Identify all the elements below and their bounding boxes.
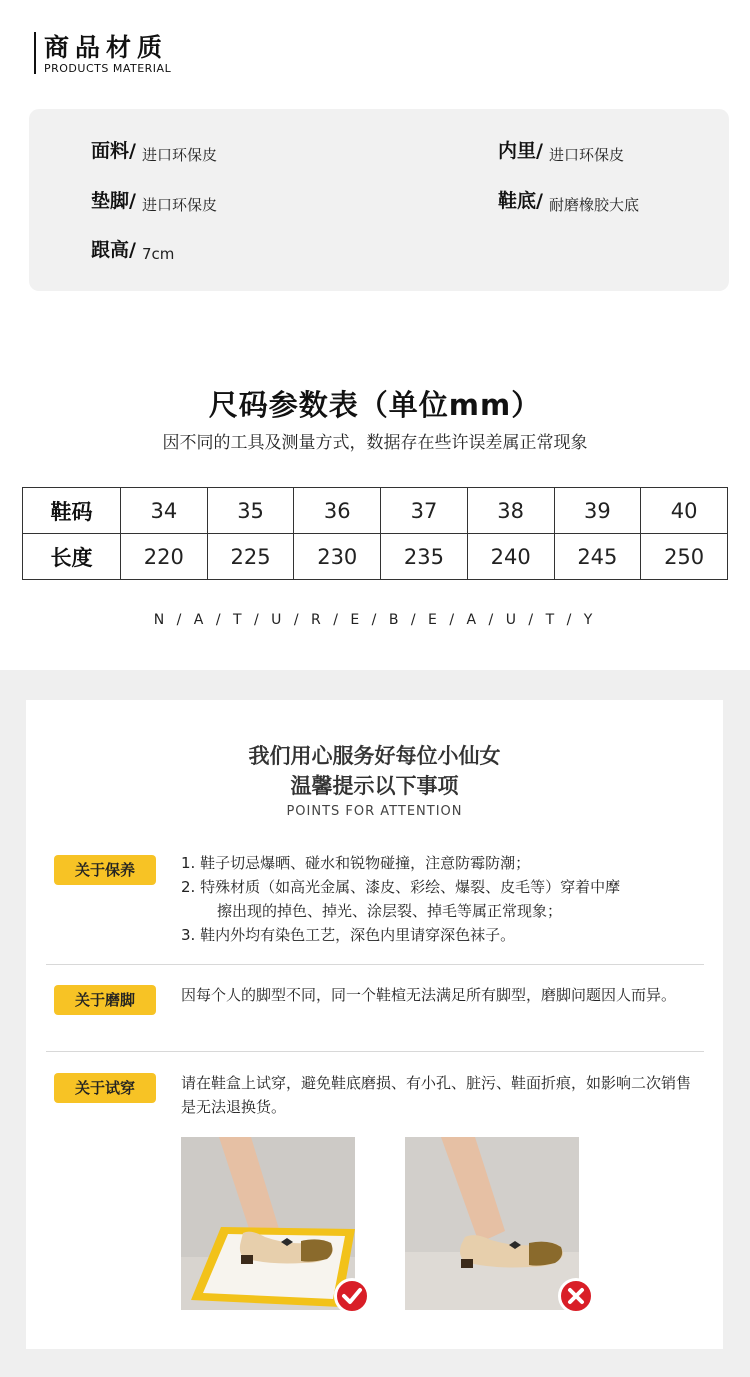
material-value: 进口环保皮 xyxy=(548,146,624,164)
material-item-insole xyxy=(91,186,217,213)
section-divider xyxy=(46,964,704,965)
try-on-floor-photo xyxy=(405,1137,579,1310)
header-accent-bar xyxy=(34,32,36,74)
row-header: 鞋码 xyxy=(23,488,121,534)
attention-title-line: 我们用心服务好每位小仙女 xyxy=(248,744,501,768)
size-table-note: 因不同的工具及测量方式，数据存在些许误差属正常现象 xyxy=(162,433,588,453)
care-line: 2. 特殊材质（如高光金属、漆皮、彩绘、爆裂、皮毛等）穿着中摩 xyxy=(181,878,621,896)
rubbing-paragraph: 因每个人的脚型不同，同一个鞋楦无法满足所有脚型，磨脚问题因人而异。 xyxy=(181,986,677,1004)
tryon-badge: 关于试穿 xyxy=(54,1073,156,1103)
table-row xyxy=(23,488,728,534)
care-line: 擦出现的掉色、掉光、涂层裂、掉毛等属正常现象； xyxy=(217,902,563,920)
check-glyph xyxy=(337,1281,367,1311)
material-title: 商品材质 xyxy=(44,33,169,62)
table-cell: 39 xyxy=(554,488,641,534)
material-value: 耐磨橡胶大底 xyxy=(548,196,639,214)
table-cell: 240 xyxy=(467,534,554,580)
table-cell: 40 xyxy=(641,488,728,534)
material-key: 面料/ xyxy=(91,140,136,162)
material-value: 7cm xyxy=(141,245,175,263)
rubbing-text xyxy=(181,983,701,1007)
cross-glyph xyxy=(561,1281,591,1311)
material-key: 跟高/ xyxy=(91,239,136,261)
tryon-text xyxy=(181,1071,701,1119)
material-item-fabric xyxy=(91,136,217,163)
table-cell: 225 xyxy=(207,534,294,580)
attention-title xyxy=(26,741,723,801)
table-cell: 36 xyxy=(294,488,381,534)
brand-slogan: N / A / T / U / R / E / B / E / A / U / T / Y xyxy=(153,612,597,628)
table-cell: 245 xyxy=(554,534,641,580)
table-cell: 230 xyxy=(294,534,381,580)
shoe-on-floor-image xyxy=(405,1137,579,1310)
attention-subtitle: POINTS FOR ATTENTION xyxy=(286,804,463,819)
care-line: 1. 鞋子切忌爆晒、碰水和锐物碰撞，注意防霉防潮； xyxy=(181,854,531,872)
correct-check-icon xyxy=(334,1278,370,1314)
material-value: 进口环保皮 xyxy=(141,146,217,164)
material-value: 进口环保皮 xyxy=(141,196,217,214)
material-item-heel-height xyxy=(91,235,174,262)
section-divider xyxy=(46,1051,704,1052)
material-subtitle: PRODUCTS MATERIAL xyxy=(44,62,172,75)
table-cell: 35 xyxy=(207,488,294,534)
shoe-on-box-image xyxy=(181,1137,355,1310)
table-cell: 250 xyxy=(641,534,728,580)
size-table xyxy=(22,487,728,580)
care-text xyxy=(181,851,701,947)
tryon-paragraph: 请在鞋盒上试穿，避免鞋底磨损、有小孔、脏污、鞋面折痕，如影响二次销售是无法退换货。 xyxy=(181,1074,692,1116)
material-key: 内里/ xyxy=(498,140,543,162)
table-cell: 37 xyxy=(381,488,468,534)
material-item-lining xyxy=(498,136,624,163)
table-row xyxy=(23,534,728,580)
wrong-cross-icon xyxy=(558,1278,594,1314)
table-cell: 34 xyxy=(121,488,208,534)
rubbing-badge: 关于磨脚 xyxy=(54,985,156,1015)
material-key: 鞋底/ xyxy=(498,190,543,212)
care-badge: 关于保养 xyxy=(54,855,156,885)
table-cell: 235 xyxy=(381,534,468,580)
material-item-sole xyxy=(498,186,639,213)
row-header: 长度 xyxy=(23,534,121,580)
care-line: 3. 鞋内外均有染色工艺，深色内里请穿深色袜子。 xyxy=(181,926,516,944)
table-cell: 38 xyxy=(467,488,554,534)
table-cell: 220 xyxy=(121,534,208,580)
attention-title-line: 温馨提示以下事项 xyxy=(290,774,459,798)
try-on-box-photo xyxy=(181,1137,355,1310)
size-table-title: 尺码参数表（单位mm） xyxy=(208,388,542,422)
material-box xyxy=(29,109,729,291)
material-key: 垫脚/ xyxy=(91,190,136,212)
attention-card xyxy=(26,700,723,1349)
